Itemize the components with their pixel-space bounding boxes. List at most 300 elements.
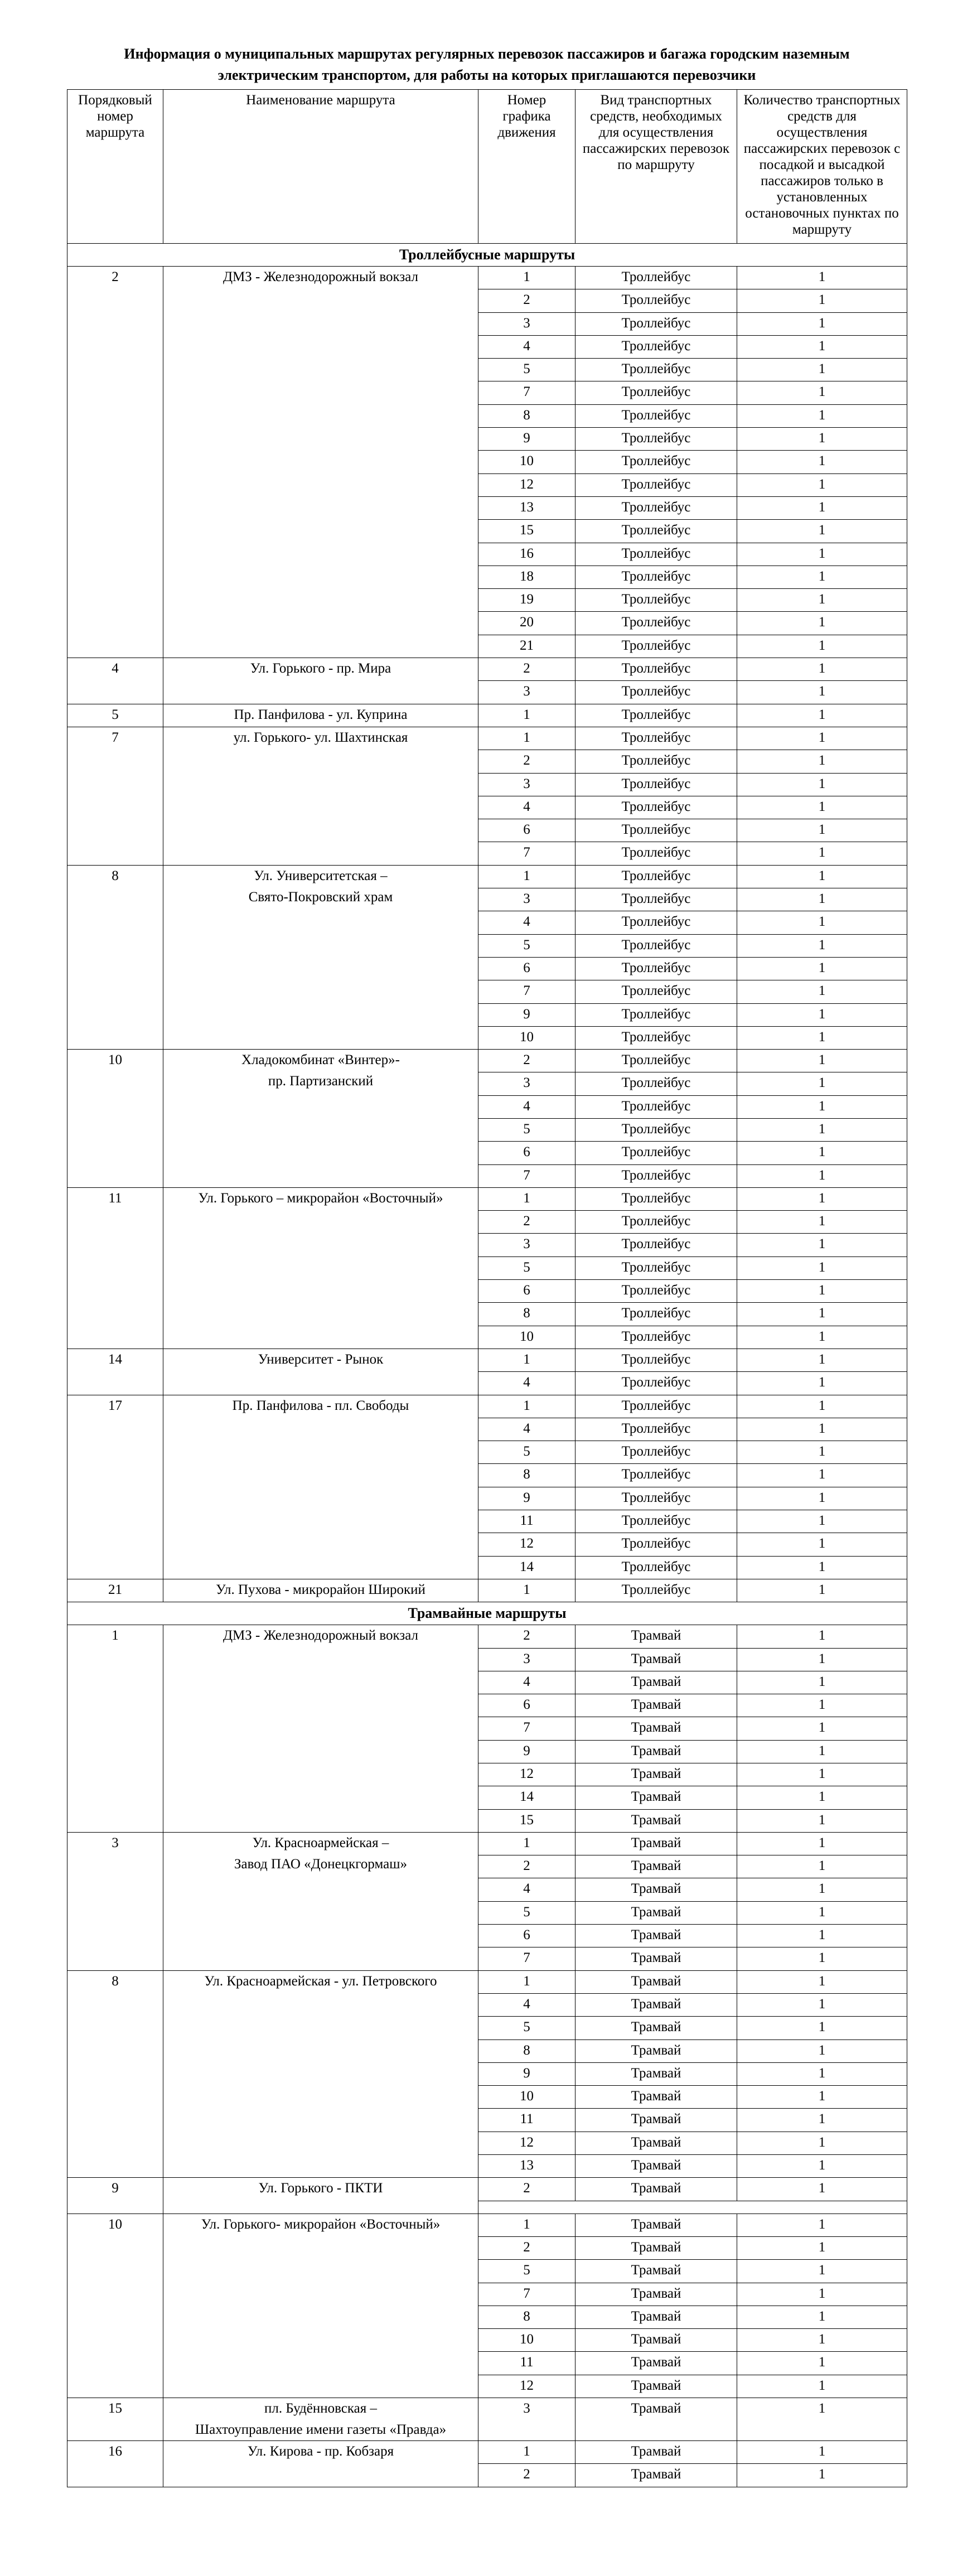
schedule-number: 4 — [478, 1878, 575, 1901]
routes-table — [67, 89, 907, 2487]
table-row — [67, 2441, 907, 2464]
vehicle-type: Троллейбус — [575, 750, 737, 773]
vehicle-count: 1 — [737, 451, 907, 473]
vehicle-count: 1 — [737, 2260, 907, 2283]
vehicle-type: Троллейбус — [575, 451, 737, 473]
schedule-number: 3 — [478, 1234, 575, 1256]
vehicle-count: 1 — [737, 1901, 907, 1924]
vehicle-type: Трамвай — [575, 2213, 737, 2236]
vehicle-type: Троллейбус — [575, 589, 737, 612]
vehicle-count: 1 — [737, 520, 907, 543]
schedule-number: 12 — [478, 2375, 575, 2398]
vehicle-type: Троллейбус — [575, 842, 737, 865]
schedule-number: 2 — [478, 1050, 575, 1072]
schedule-number: 9 — [478, 2062, 575, 2085]
vehicle-type: Трамвай — [575, 1947, 737, 1970]
route-name — [163, 1349, 478, 1395]
vehicle-type: Троллейбус — [575, 727, 737, 750]
vehicle-type: Троллейбус — [575, 957, 737, 980]
route-name-line: Ул. Горького - пр. Мира — [250, 661, 391, 676]
route-number: 5 — [67, 704, 163, 727]
schedule-number: 3 — [478, 888, 575, 911]
schedule-number: 3 — [478, 773, 575, 796]
route-name-line: Ул. Пухова - микрорайон Широкий — [216, 1582, 425, 1597]
table-row — [67, 2213, 907, 2236]
header-vehicle-type: Вид транспортных средств, необходимых для осуществления пассажирских перевозок по маршруту — [575, 90, 737, 244]
vehicle-count: 1 — [737, 2375, 907, 2398]
vehicle-type: Трамвай — [575, 1993, 737, 2016]
vehicle-count: 1 — [737, 2178, 907, 2201]
schedule-number: 20 — [478, 612, 575, 635]
schedule-number: 12 — [478, 473, 575, 496]
route-name-line: Шахтоуправление имени газеты «Правда» — [195, 2422, 447, 2438]
route-number: 14 — [67, 1349, 163, 1395]
vehicle-type: Трамвай — [575, 2062, 737, 2085]
route-name-line: ДМЗ - Железнодорожный вокзал — [223, 269, 419, 284]
vehicle-count: 1 — [737, 1095, 907, 1118]
route-name-line: Завод ПАО «Донецкгормаш» — [234, 1856, 407, 1872]
vehicle-count: 1 — [737, 1187, 907, 1210]
route-name-line: Ул. Красноармейская - ул. Петровского — [204, 1973, 437, 1989]
vehicle-count: 1 — [737, 1303, 907, 1326]
vehicle-count: 1 — [737, 957, 907, 980]
vehicle-type: Троллейбус — [575, 911, 737, 934]
table-row — [67, 1349, 907, 1371]
route-name-line: Пр. Панфилова - ул. Куприна — [234, 707, 408, 722]
schedule-number: 8 — [478, 2306, 575, 2328]
vehicle-count: 1 — [737, 1809, 907, 1832]
schedule-number: 4 — [478, 1095, 575, 1118]
schedule-number: 10 — [478, 2329, 575, 2352]
vehicle-type: Троллейбус — [575, 520, 737, 543]
vehicle-type: Трамвай — [575, 2375, 737, 2398]
route-number: 9 — [67, 2178, 163, 2213]
vehicle-type: Троллейбус — [575, 543, 737, 566]
schedule-number: 5 — [478, 1118, 575, 1141]
route-number: 3 — [67, 1832, 163, 1970]
route-name — [163, 1050, 478, 1188]
vehicle-count: 1 — [737, 1441, 907, 1464]
schedule-number: 6 — [478, 819, 575, 842]
vehicle-count: 1 — [737, 1556, 907, 1579]
vehicle-count: 1 — [737, 1786, 907, 1809]
vehicle-count: 1 — [737, 1510, 907, 1533]
document-title — [89, 44, 884, 86]
schedule-number: 12 — [478, 1763, 575, 1786]
schedule-number: 7 — [478, 842, 575, 865]
vehicle-count: 1 — [737, 1533, 907, 1556]
vehicle-type: Троллейбус — [575, 819, 737, 842]
vehicle-count: 1 — [737, 1763, 907, 1786]
vehicle-type: Троллейбус — [575, 1372, 737, 1395]
route-number: 10 — [67, 2213, 163, 2398]
document-page — [67, 0, 907, 2487]
schedule-number: 4 — [478, 1671, 575, 1694]
schedule-number: 3 — [478, 681, 575, 704]
schedule-number: 5 — [478, 2017, 575, 2039]
empty-cell — [478, 2201, 907, 2213]
vehicle-type: Троллейбус — [575, 1164, 737, 1187]
vehicle-count: 1 — [737, 2306, 907, 2328]
schedule-number: 8 — [478, 404, 575, 427]
route-name-line: Хладокомбинат «Винтер»- — [241, 1052, 400, 1068]
route-name — [163, 1579, 478, 1602]
route-name-line: Ул. Красноармейская – — [252, 1835, 389, 1850]
vehicle-count: 1 — [737, 1211, 907, 1234]
vehicle-type: Троллейбус — [575, 1118, 737, 1141]
schedule-number: 9 — [478, 1487, 575, 1510]
vehicle-type: Троллейбус — [575, 796, 737, 819]
vehicle-type: Троллейбус — [575, 1418, 737, 1441]
schedule-number: 15 — [478, 1809, 575, 1832]
vehicle-type: Трамвай — [575, 1878, 737, 1901]
vehicle-type: Троллейбус — [575, 381, 737, 404]
vehicle-type: Троллейбус — [575, 888, 737, 911]
vehicle-count: 1 — [737, 2236, 907, 2259]
schedule-number: 2 — [478, 289, 575, 312]
vehicle-count: 1 — [737, 681, 907, 704]
header-schedule-number: Номер графика движения — [478, 90, 575, 244]
vehicle-count: 1 — [737, 267, 907, 289]
table-row — [67, 865, 907, 888]
vehicle-type: Трамвай — [575, 1740, 737, 1763]
route-name — [163, 1187, 478, 1349]
schedule-number: 13 — [478, 496, 575, 519]
header-row — [67, 90, 907, 244]
schedule-number: 3 — [478, 312, 575, 335]
vehicle-count: 1 — [737, 658, 907, 681]
schedule-number: 19 — [478, 589, 575, 612]
schedule-number: 1 — [478, 1395, 575, 1418]
vehicle-type: Троллейбус — [575, 335, 737, 358]
vehicle-type: Трамвай — [575, 2236, 737, 2259]
vehicle-type: Троллейбус — [575, 289, 737, 312]
table-body — [67, 244, 907, 2487]
vehicle-count: 1 — [737, 635, 907, 658]
vehicle-type: Троллейбус — [575, 612, 737, 635]
vehicle-count: 1 — [737, 1142, 907, 1164]
vehicle-type: Трамвай — [575, 1671, 737, 1694]
schedule-number: 12 — [478, 2132, 575, 2154]
vehicle-type: Троллейбус — [575, 1533, 737, 1556]
vehicle-type: Троллейбус — [575, 635, 737, 658]
vehicle-count: 1 — [737, 2352, 907, 2375]
table-row — [67, 704, 907, 727]
route-name-line: ул. Горького- ул. Шахтинская — [233, 729, 408, 745]
vehicle-count: 1 — [737, 2017, 907, 2039]
vehicle-count: 1 — [737, 1878, 907, 1901]
route-name — [163, 658, 478, 704]
vehicle-count: 1 — [737, 1372, 907, 1395]
vehicle-type: Трамвай — [575, 2109, 737, 2132]
vehicle-type: Трамвай — [575, 1901, 737, 1924]
section-title: Троллейбусные маршруты — [67, 244, 907, 267]
vehicle-count: 1 — [737, 1050, 907, 1072]
vehicle-type: Трамвай — [575, 2178, 737, 2201]
vehicle-count: 1 — [737, 1280, 907, 1303]
vehicle-type: Трамвай — [575, 2132, 737, 2154]
vehicle-count: 1 — [737, 727, 907, 750]
schedule-number: 7 — [478, 2283, 575, 2306]
schedule-number: 9 — [478, 1003, 575, 1026]
vehicle-type: Троллейбус — [575, 773, 737, 796]
vehicle-count: 1 — [737, 1118, 907, 1141]
vehicle-count: 1 — [737, 543, 907, 566]
vehicle-count: 1 — [737, 1671, 907, 1694]
schedule-number: 4 — [478, 335, 575, 358]
vehicle-type: Троллейбус — [575, 428, 737, 451]
schedule-number: 1 — [478, 727, 575, 750]
schedule-number: 7 — [478, 381, 575, 404]
schedule-number: 4 — [478, 1372, 575, 1395]
route-number: 8 — [67, 865, 163, 1049]
vehicle-count: 1 — [737, 1855, 907, 1878]
vehicle-type: Троллейбус — [575, 1050, 737, 1072]
vehicle-type: Трамвай — [575, 2017, 737, 2039]
vehicle-count: 1 — [737, 2155, 907, 2178]
schedule-number: 2 — [478, 2464, 575, 2487]
vehicle-count: 1 — [737, 1003, 907, 1026]
table-row — [67, 1050, 907, 1072]
route-number: 7 — [67, 727, 163, 865]
route-name — [163, 704, 478, 727]
vehicle-count: 1 — [737, 1418, 907, 1441]
route-number: 17 — [67, 1395, 163, 1579]
vehicle-count: 1 — [737, 2398, 907, 2441]
route-name — [163, 1395, 478, 1579]
table-row — [67, 1579, 907, 1602]
schedule-number: 10 — [478, 1026, 575, 1049]
schedule-number: 21 — [478, 635, 575, 658]
schedule-number: 1 — [478, 2213, 575, 2236]
route-number: 11 — [67, 1187, 163, 1349]
table-row — [67, 2398, 907, 2441]
schedule-number: 11 — [478, 1510, 575, 1533]
vehicle-count: 1 — [737, 2283, 907, 2306]
schedule-number: 7 — [478, 1164, 575, 1187]
vehicle-type: Троллейбус — [575, 359, 737, 381]
route-name — [163, 1970, 478, 2178]
schedule-number: 5 — [478, 1901, 575, 1924]
table-row — [67, 727, 907, 750]
route-name-line: Свято-Покровский храм — [248, 889, 393, 905]
section-header-row — [67, 1602, 907, 1625]
vehicle-count: 1 — [737, 2086, 907, 2109]
vehicle-type: Троллейбус — [575, 1464, 737, 1487]
schedule-number: 7 — [478, 1947, 575, 1970]
vehicle-count: 1 — [737, 1648, 907, 1671]
vehicle-type: Троллейбус — [575, 1441, 737, 1464]
route-name — [163, 267, 478, 658]
schedule-number: 5 — [478, 1256, 575, 1279]
vehicle-type: Трамвай — [575, 1763, 737, 1786]
vehicle-type: Троллейбус — [575, 1349, 737, 1371]
header-vehicle-count: Количество транспортных средств для осуществления пассажирских перевозок с посадкой и высадкой пассажиров только в установленных остановочных пунктах по маршруту — [737, 90, 907, 244]
section-title: Трамвайные маршруты — [67, 1602, 907, 1625]
vehicle-type: Троллейбус — [575, 496, 737, 519]
route-name-line: Университет - Рынок — [258, 1351, 384, 1367]
vehicle-type: Трамвай — [575, 1648, 737, 1671]
schedule-number: 11 — [478, 2109, 575, 2132]
table-row — [67, 1187, 907, 1210]
vehicle-type: Трамвай — [575, 1809, 737, 1832]
schedule-number: 14 — [478, 1786, 575, 1809]
route-name — [163, 865, 478, 1049]
schedule-number: 1 — [478, 1579, 575, 1602]
vehicle-type: Троллейбус — [575, 658, 737, 681]
schedule-number: 2 — [478, 1211, 575, 1234]
vehicle-type: Троллейбус — [575, 865, 737, 888]
vehicle-count: 1 — [737, 1256, 907, 1279]
vehicle-count: 1 — [737, 2441, 907, 2464]
section-header-row — [67, 244, 907, 267]
schedule-number: 5 — [478, 1441, 575, 1464]
schedule-number: 6 — [478, 1925, 575, 1947]
route-name-line: пр. Партизанский — [268, 1074, 374, 1089]
vehicle-type: Трамвай — [575, 2283, 737, 2306]
route-name — [163, 2398, 478, 2441]
title-line-1: Информация о муниципальных маршрутах регулярных перевозок пассажиров и багажа городским наземным — [124, 46, 850, 62]
vehicle-type: Трамвай — [575, 2039, 737, 2062]
vehicle-type: Троллейбус — [575, 1280, 737, 1303]
vehicle-type: Трамвай — [575, 2441, 737, 2464]
schedule-number: 2 — [478, 658, 575, 681]
vehicle-count: 1 — [737, 404, 907, 427]
vehicle-count: 1 — [737, 2464, 907, 2487]
vehicle-count: 1 — [737, 888, 907, 911]
vehicle-count: 1 — [737, 496, 907, 519]
vehicle-type: Троллейбус — [575, 1026, 737, 1049]
vehicle-type: Троллейбус — [575, 404, 737, 427]
table-row — [67, 1625, 907, 1648]
schedule-number: 3 — [478, 1648, 575, 1671]
vehicle-type: Троллейбус — [575, 1003, 737, 1026]
schedule-number: 8 — [478, 2039, 575, 2062]
vehicle-count: 1 — [737, 1464, 907, 1487]
schedule-number: 6 — [478, 1142, 575, 1164]
schedule-number: 5 — [478, 359, 575, 381]
vehicle-count: 1 — [737, 2329, 907, 2352]
vehicle-type: Троллейбус — [575, 1095, 737, 1118]
vehicle-type: Трамвай — [575, 2306, 737, 2328]
vehicle-count: 1 — [737, 842, 907, 865]
route-name-line: ДМЗ - Железнодорожный вокзал — [223, 1628, 419, 1644]
vehicle-count: 1 — [737, 589, 907, 612]
header-route-number: Порядковый номер маршрута — [67, 90, 163, 244]
schedule-number: 1 — [478, 1970, 575, 1993]
vehicle-count: 1 — [737, 819, 907, 842]
schedule-number: 2 — [478, 750, 575, 773]
vehicle-count: 1 — [737, 2109, 907, 2132]
vehicle-count: 1 — [737, 2132, 907, 2154]
vehicle-count: 1 — [737, 1026, 907, 1049]
schedule-number: 8 — [478, 1464, 575, 1487]
vehicle-type: Трамвай — [575, 2086, 737, 2109]
schedule-number: 10 — [478, 1326, 575, 1349]
vehicle-count: 1 — [737, 1487, 907, 1510]
schedule-number: 1 — [478, 1832, 575, 1855]
vehicle-type: Троллейбус — [575, 1142, 737, 1164]
vehicle-type: Троллейбус — [575, 473, 737, 496]
schedule-number: 3 — [478, 1072, 575, 1095]
schedule-number: 1 — [478, 865, 575, 888]
route-name-line: пл. Будённовская – — [264, 2401, 377, 2416]
route-number: 1 — [67, 1625, 163, 1833]
vehicle-type: Трамвай — [575, 2260, 737, 2283]
vehicle-type: Троллейбус — [575, 1303, 737, 1326]
schedule-number: 18 — [478, 566, 575, 588]
vehicle-type: Трамвай — [575, 2352, 737, 2375]
vehicle-count: 1 — [737, 2213, 907, 2236]
vehicle-type: Троллейбус — [575, 1187, 737, 1210]
vehicle-count: 1 — [737, 1970, 907, 1993]
schedule-number: 5 — [478, 2260, 575, 2283]
route-name-line: Ул. Университетская – — [254, 868, 388, 883]
route-name — [163, 2441, 478, 2487]
route-name-line: Ул. Горького - ПКТИ — [258, 2181, 383, 2196]
vehicle-count: 1 — [737, 704, 907, 727]
route-name — [163, 1832, 478, 1970]
schedule-number: 6 — [478, 1694, 575, 1717]
vehicle-type: Троллейбус — [575, 1234, 737, 1256]
vehicle-count: 1 — [737, 980, 907, 1003]
schedule-number: 1 — [478, 1349, 575, 1371]
vehicle-type: Трамвай — [575, 1694, 737, 1717]
vehicle-type: Троллейбус — [575, 1579, 737, 1602]
vehicle-type: Трамвай — [575, 1832, 737, 1855]
vehicle-count: 1 — [737, 773, 907, 796]
schedule-number: 3 — [478, 2398, 575, 2441]
vehicle-count: 1 — [737, 1072, 907, 1095]
route-name — [163, 2213, 478, 2398]
schedule-number: 10 — [478, 451, 575, 473]
vehicle-count: 1 — [737, 1740, 907, 1763]
schedule-number: 2 — [478, 2236, 575, 2259]
route-number: 4 — [67, 658, 163, 704]
vehicle-count: 1 — [737, 335, 907, 358]
table-row — [67, 267, 907, 289]
vehicle-type: Троллейбус — [575, 1510, 737, 1533]
table-row — [67, 658, 907, 681]
schedule-number: 7 — [478, 1717, 575, 1740]
table-row — [67, 1970, 907, 1993]
header-route-name: Наименование маршрута — [163, 90, 478, 244]
schedule-number: 8 — [478, 1303, 575, 1326]
table-row — [67, 1395, 907, 1418]
vehicle-count: 1 — [737, 796, 907, 819]
schedule-number: 2 — [478, 1625, 575, 1648]
schedule-number: 2 — [478, 2178, 575, 2201]
schedule-number: 6 — [478, 957, 575, 980]
route-number: 16 — [67, 2441, 163, 2487]
schedule-number: 2 — [478, 1855, 575, 1878]
schedule-number: 1 — [478, 2441, 575, 2464]
vehicle-count: 1 — [737, 1579, 907, 1602]
schedule-number: 13 — [478, 2155, 575, 2178]
vehicle-count: 1 — [737, 566, 907, 588]
schedule-number: 9 — [478, 428, 575, 451]
route-number: 15 — [67, 2398, 163, 2441]
vehicle-type: Троллейбус — [575, 312, 737, 335]
vehicle-type: Трамвай — [575, 1970, 737, 1993]
vehicle-count: 1 — [737, 359, 907, 381]
route-name — [163, 727, 478, 865]
vehicle-count: 1 — [737, 289, 907, 312]
schedule-number: 1 — [478, 1187, 575, 1210]
schedule-number: 12 — [478, 1533, 575, 1556]
route-number: 10 — [67, 1050, 163, 1188]
vehicle-count: 1 — [737, 911, 907, 934]
